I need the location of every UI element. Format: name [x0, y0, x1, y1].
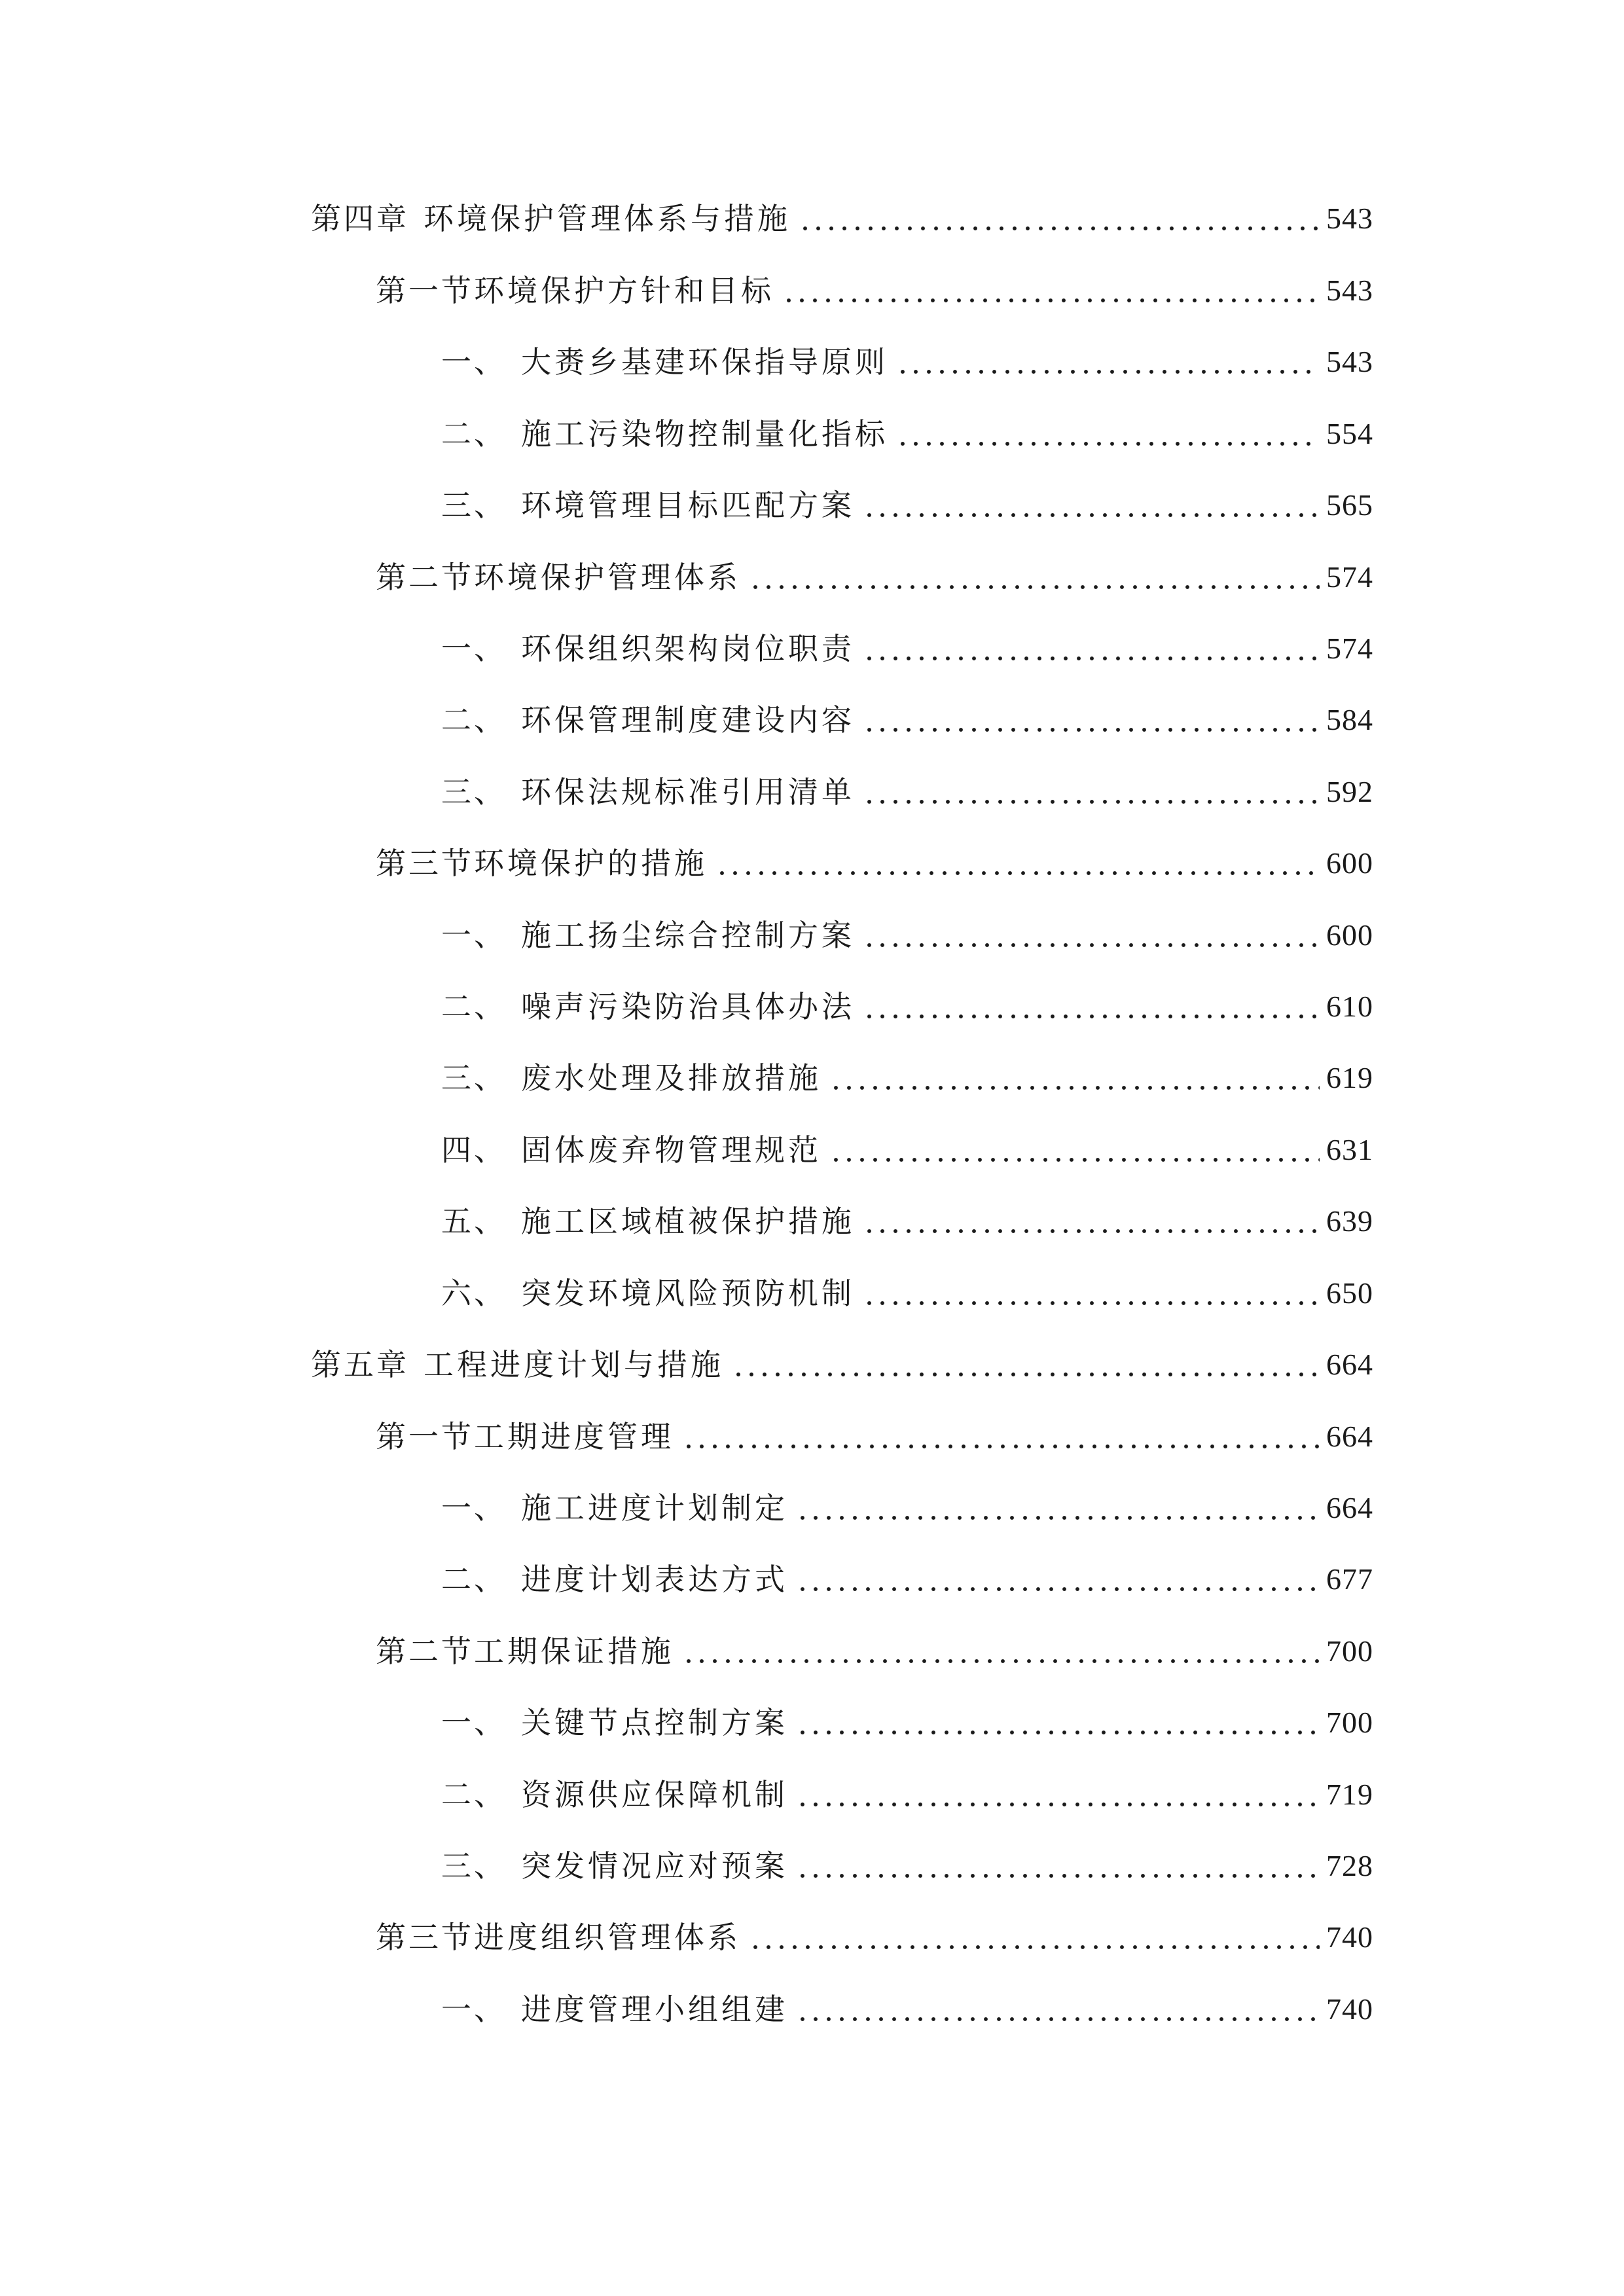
entry-title: 环境保护管理体系 — [474, 560, 741, 595]
toc-entry-item[interactable] — [441, 1124, 1373, 1176]
entry-number: 第一节 — [376, 1419, 474, 1454]
toc-entry-section[interactable] — [376, 1625, 1373, 1677]
entry-title: 环保管理制度建设内容 — [521, 702, 855, 738]
toc-entry-section[interactable] — [376, 837, 1373, 889]
dot-leader — [796, 1696, 1320, 1749]
toc-entry-item[interactable] — [441, 1983, 1373, 2036]
dot-leader — [796, 1482, 1320, 1534]
toc-entry-item[interactable] — [441, 1482, 1373, 1534]
entry-title: 工期保证措施 — [474, 1634, 674, 1669]
entry-title: 施工污染物控制量化指标 — [521, 416, 888, 452]
entry-page-number: 554 — [1326, 417, 1373, 450]
entry-page-number: 664 — [1326, 1420, 1373, 1453]
entry-number: 一、 — [441, 1490, 507, 1526]
toc-entry-item[interactable] — [441, 1696, 1373, 1749]
entry-number: 三、 — [441, 1848, 507, 1884]
toc-entry-item[interactable] — [441, 980, 1373, 1033]
entry-page-number: 574 — [1326, 560, 1373, 594]
entry-title: 施工扬尘综合控制方案 — [521, 918, 855, 953]
entry-number: 一、 — [441, 631, 507, 666]
entry-number: 第一节 — [376, 273, 474, 308]
toc-entry-item[interactable] — [441, 1052, 1373, 1104]
entry-title: 环保组织架构岗位职责 — [521, 631, 855, 666]
entry-title: 大赉乡基建环保指导原则 — [521, 344, 888, 380]
dot-leader — [749, 1911, 1320, 1964]
entry-title: 工期进度管理 — [474, 1419, 674, 1454]
toc-entry-item[interactable] — [441, 622, 1373, 675]
entry-number: 六、 — [441, 1276, 507, 1311]
entry-page-number: 610 — [1326, 990, 1373, 1023]
entry-title: 环保法规标准引用清单 — [521, 774, 855, 810]
entry-title: 突发情况应对预案 — [521, 1848, 788, 1884]
entry-page-number: 600 — [1326, 846, 1373, 880]
entry-number: 一、 — [441, 344, 507, 380]
entry-title: 进度管理小组组建 — [521, 1992, 788, 2027]
entry-number: 二、 — [441, 416, 507, 452]
entry-number: 第三节 — [376, 846, 474, 881]
toc-entry-item[interactable] — [441, 408, 1373, 460]
entry-number: 二、 — [441, 1777, 507, 1812]
entry-number: 第五章 — [311, 1347, 409, 1382]
entry-number: 三、 — [441, 488, 507, 523]
dot-leader — [799, 192, 1320, 245]
entry-page-number: 650 — [1326, 1276, 1373, 1310]
entry-page-number: 543 — [1326, 274, 1373, 307]
entry-page-number: 740 — [1326, 1992, 1373, 2026]
entry-page-number: 728 — [1326, 1849, 1373, 1882]
toc-entry-chapter[interactable] — [311, 192, 1373, 245]
dot-leader — [896, 408, 1320, 460]
entry-page-number: 631 — [1326, 1133, 1373, 1166]
toc-entry-item[interactable] — [441, 1267, 1373, 1319]
entry-number: 一、 — [441, 918, 507, 953]
dot-leader — [863, 980, 1320, 1033]
entry-title: 突发环境风险预防机制 — [521, 1276, 855, 1311]
entry-title: 工程进度计划与措施 — [424, 1347, 724, 1382]
dot-leader — [732, 1338, 1320, 1391]
entry-page-number: 584 — [1326, 703, 1373, 736]
entry-number: 二、 — [441, 702, 507, 738]
toc-entry-item[interactable] — [441, 694, 1373, 746]
dot-leader — [796, 1768, 1320, 1821]
dot-leader — [796, 1983, 1320, 2036]
dot-leader — [863, 622, 1320, 675]
entry-page-number: 639 — [1326, 1204, 1373, 1238]
entry-number: 第二节 — [376, 560, 474, 595]
entry-title: 施工进度计划制定 — [521, 1490, 788, 1526]
entry-page-number: 664 — [1326, 1348, 1373, 1381]
entry-title: 资源供应保障机制 — [521, 1777, 788, 1812]
dot-leader — [896, 336, 1320, 388]
entry-page-number: 619 — [1326, 1061, 1373, 1094]
dot-leader — [796, 1553, 1320, 1605]
entry-number: 第三节 — [376, 1920, 474, 1955]
entry-number: 二、 — [441, 989, 507, 1024]
dot-leader — [863, 1267, 1320, 1319]
entry-number: 四、 — [441, 1132, 507, 1168]
entry-title: 固体废弃物管理规范 — [521, 1132, 821, 1168]
dot-leader — [782, 264, 1320, 317]
entry-number: 五、 — [441, 1204, 507, 1239]
toc-entry-section[interactable] — [376, 1911, 1373, 1964]
entry-page-number: 543 — [1326, 345, 1373, 378]
toc-entry-item[interactable] — [441, 336, 1373, 388]
entry-page-number: 700 — [1326, 1706, 1373, 1739]
entry-title: 进度组织管理体系 — [474, 1920, 741, 1955]
toc-entry-chapter[interactable] — [311, 1338, 1373, 1391]
entry-number: 二、 — [441, 1562, 507, 1597]
dot-leader — [796, 1840, 1320, 1892]
entry-title: 施工区域植被保护措施 — [521, 1204, 855, 1239]
dot-leader — [863, 909, 1320, 961]
entry-title: 废水处理及排放措施 — [521, 1060, 821, 1096]
dot-leader — [829, 1124, 1320, 1176]
dot-leader — [749, 551, 1320, 603]
toc-entry-item[interactable] — [441, 479, 1373, 531]
toc-entry-section[interactable] — [376, 264, 1373, 317]
dot-leader — [863, 766, 1320, 818]
entry-page-number: 543 — [1326, 202, 1373, 235]
toc-entry-item[interactable] — [441, 766, 1373, 818]
entry-page-number: 600 — [1326, 918, 1373, 952]
entry-title: 环境保护方针和目标 — [474, 273, 774, 308]
dot-leader — [682, 1410, 1320, 1463]
entry-title: 环境管理目标匹配方案 — [521, 488, 855, 523]
toc-entry-item[interactable] — [441, 1840, 1373, 1892]
entry-page-number: 565 — [1326, 488, 1373, 522]
dot-leader — [863, 694, 1320, 746]
entry-page-number: 677 — [1326, 1562, 1373, 1596]
dot-leader — [863, 479, 1320, 531]
entry-title: 环境保护的措施 — [474, 846, 708, 881]
toc-entry-item[interactable] — [441, 1553, 1373, 1605]
entry-title: 关键节点控制方案 — [521, 1705, 788, 1740]
dot-leader — [682, 1625, 1320, 1677]
toc-entry-item[interactable] — [441, 1768, 1373, 1821]
entry-number: 一、 — [441, 1992, 507, 2027]
entry-page-number: 719 — [1326, 1778, 1373, 1811]
dot-leader — [863, 1195, 1320, 1247]
entry-page-number: 574 — [1326, 632, 1373, 665]
entry-title: 噪声污染防治具体办法 — [521, 989, 855, 1024]
entry-page-number: 592 — [1326, 775, 1373, 808]
dot-leader — [829, 1052, 1320, 1104]
toc-entry-item[interactable] — [441, 909, 1373, 961]
entry-page-number: 740 — [1326, 1920, 1373, 1954]
entry-number: 第四章 — [311, 201, 409, 236]
dot-leader — [715, 837, 1320, 889]
entry-page-number: 700 — [1326, 1634, 1373, 1668]
toc-entry-item[interactable] — [441, 1195, 1373, 1247]
entry-title: 进度计划表达方式 — [521, 1562, 788, 1597]
toc-entry-section[interactable] — [376, 551, 1373, 603]
entry-number: 第二节 — [376, 1634, 474, 1669]
entry-number: 三、 — [441, 1060, 507, 1096]
entry-number: 三、 — [441, 774, 507, 810]
entry-title: 环境保护管理体系与措施 — [424, 201, 791, 236]
entry-page-number: 664 — [1326, 1491, 1373, 1524]
entry-number: 一、 — [441, 1705, 507, 1740]
toc-entry-section[interactable] — [376, 1410, 1373, 1463]
